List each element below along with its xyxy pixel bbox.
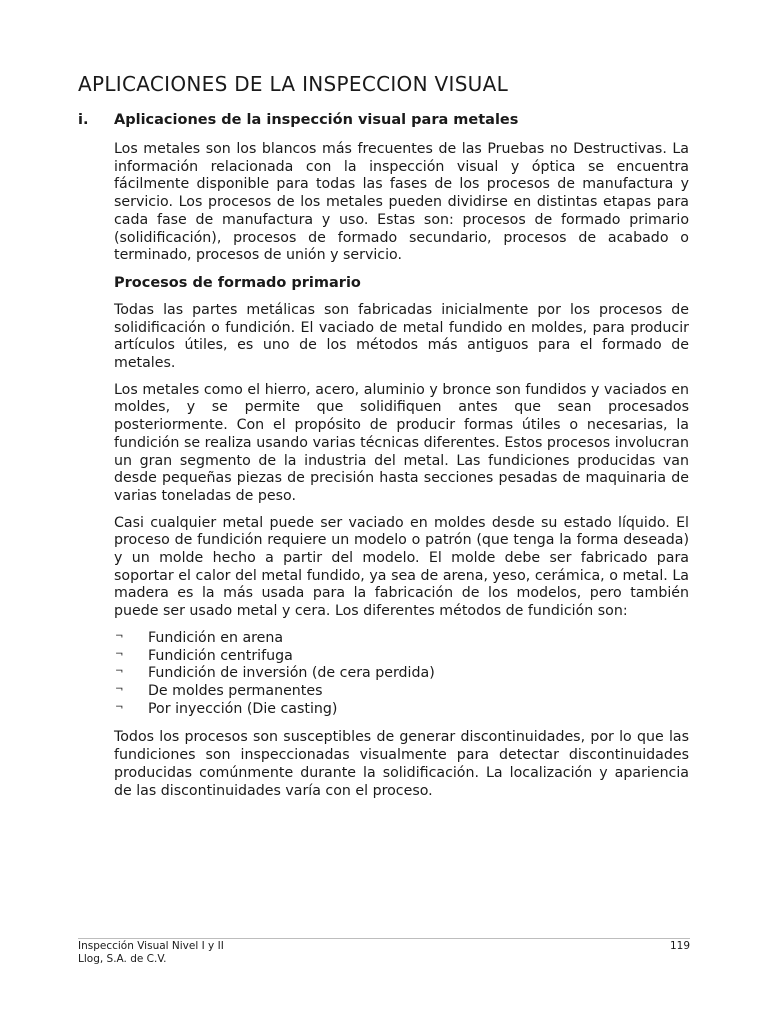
paragraph-3: Casi cualquier metal puede ser vaciado en moldes desde su estado líquido. El proceso de fundición requiere un modelo o patrón (que tenga la forma deseada) y un molde hecho a partir del modelo. El molde debe ser fabricado para soportar el calor del metal fundido, ya sea de arena, yeso, cerámica, o metal. La madera es la más usada para la fabricación de los modelos, pero también puede ser usado metal y cera. Los diferentes métodos de fundición son: bbox=[114, 514, 689, 620]
list-item bbox=[114, 648, 689, 666]
list-item-text: De moldes permanentes bbox=[148, 682, 323, 699]
section-heading-text: Aplicaciones de la inspección visual para metales bbox=[114, 112, 519, 128]
page-title: APLICACIONES DE LA INSPECCION VISUAL bbox=[78, 72, 509, 96]
list-item-text: Por inyección (Die casting) bbox=[148, 700, 338, 717]
page-number: 119 bbox=[669, 940, 690, 952]
paragraph-1: Todas las partes metálicas son fabricadas inicialmente por los procesos de solidificación o fundición. El vaciado de metal fundido en moldes, para producir artículos útiles, es uno de los métodos más antiguos para el formado de metales. bbox=[114, 301, 689, 372]
closing-paragraph: Todos los procesos son susceptibles de generar discontinuidades, por lo que las fundiciones son inspeccionadas visualmente para detectar discontinuidades producidas comúnmente durante la solidificación. La localización y apariencia de las discontinuidades varía con el proceso. bbox=[114, 729, 689, 799]
footer-divider bbox=[78, 938, 690, 939]
body-content bbox=[114, 141, 689, 809]
list-item bbox=[114, 701, 689, 719]
bullet-icon: ¬ bbox=[115, 666, 124, 678]
list-item bbox=[114, 665, 689, 683]
casting-methods-list bbox=[114, 630, 689, 719]
footer-company: Llog, S.A. de C.V. bbox=[78, 953, 167, 965]
list-item-text: Fundición centrifuga bbox=[148, 647, 293, 664]
paragraph-2: Los metales como el hierro, acero, aluminio y bronce son fundidos y vaciados en moldes, y se permite que solidifiquen antes que sean procesados posteriormente. Con el propósito de producir formas útiles o necesarias, la fundición se realiza usando varias técnicas diferentes. Estos procesos involucran un gran segmento de la industria del metal. Las fundiciones producidas van desde pequeñas piezas de precisión hasta secciones pesadas de maquinaria de varias toneladas de peso. bbox=[114, 381, 689, 504]
intro-paragraph: Los metales son los blancos más frecuentes de las Pruebas no Destructivas. La información relacionada con la inspección visual y óptica se encuentra fácilmente disponible para todas las fases de los procesos de manufactura y servicio. Los procesos de los metales pueden dividirse en distintas etapas para cada fase de manufactura y uso. Estas son: procesos de formado primario (solidificación), procesos de formado secundario, procesos de acabado o terminado, procesos de unión y servicio. bbox=[114, 141, 689, 264]
list-item-text: Fundición de inversión (de cera perdida) bbox=[148, 665, 435, 682]
list-item bbox=[114, 630, 689, 648]
bullet-icon: ¬ bbox=[115, 701, 124, 713]
subheading: Procesos de formado primario bbox=[114, 274, 361, 291]
bullet-icon: ¬ bbox=[115, 683, 124, 695]
bullet-icon: ¬ bbox=[115, 630, 124, 642]
bullet-icon: ¬ bbox=[115, 648, 124, 660]
list-item-text: Fundición en arena bbox=[148, 629, 284, 646]
list-item bbox=[114, 683, 689, 701]
footer-info bbox=[78, 940, 224, 966]
section-number: i. bbox=[78, 112, 89, 128]
footer-document-title: Inspección Visual Nivel I y II bbox=[78, 940, 224, 952]
